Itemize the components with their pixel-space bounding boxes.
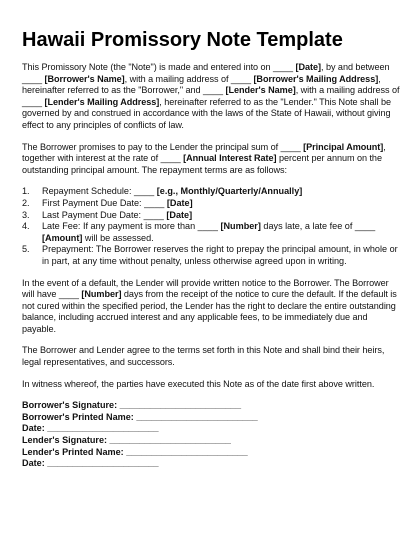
placeholder-field: [Date] [166,209,193,220]
text-run: , by and between ____ [22,62,390,84]
text-run: , with a mailing address of ____ [124,73,254,84]
term-item [22,221,400,244]
placeholder-field: [Annual Interest Rate] [183,153,277,164]
text-run: , together with interest at the rate of ____ [22,141,386,164]
text-run: This Promissory Note (the "Note") is made and entered into on ____ [22,62,296,72]
placeholder-field: [Amount] [42,232,83,243]
signature-line: Lender's Printed Name: ________________________ [22,446,248,457]
placeholder-field: [Number] [220,221,261,232]
text-run: , with a mailing address of ____ [22,85,400,107]
text-run: Late Fee: If any payment is more than ____ [42,221,221,232]
text-run: The Borrower promises to pay to the Lender the principal sum of ____ [22,141,304,152]
text-run: Prepayment: The Borrower reserves the right to prepay the principal amount, in whole or in part, at any time without penalty, unless otherwise agreed upon in writing. [42,244,398,266]
text-run: days late, a late fee of ____ [260,221,376,232]
term-item [22,198,400,210]
binding-paragraph: The Borrower and Lender agree to the terms set forth in this Note and shall bind their heirs, legal representatives, and successors. [22,345,385,368]
placeholder-field: [Principal Amount] [303,141,384,152]
principal-paragraph [22,142,400,177]
placeholder-field: [Lender's Name] [225,85,296,96]
term-item [22,210,400,222]
default-paragraph [22,278,400,336]
text-run: , hereinafter referred to as the "Borrower," and ____ [22,73,381,96]
text-run: In the event of a default, the Lender will provide written notice to the Borrower. The Borrower will have ____ [22,277,389,300]
signature-line: Date: ______________________ [22,458,159,469]
document-page [22,28,400,470]
placeholder-field: [Borrower's Mailing Address] [253,73,379,84]
term-number: 2. [22,197,30,208]
placeholder-field: [Date] [166,197,193,208]
term-number: 5. [22,244,30,255]
signature-block [22,400,400,470]
signature-line: Lender's Signature: ________________________ [22,435,231,446]
placeholder-field: [e.g., Monthly/Quarterly/Annually] [156,186,303,197]
placeholder-field: [Lender's Mailing Address] [44,96,160,107]
term-number: 4. [22,221,30,232]
text-run: First Payment Due Date: ____ [42,197,167,208]
signature-line: Borrower's Signature: ________________________ [22,400,242,411]
signature-line: Date: ______________________ [22,423,159,434]
text-run: will be assessed. [82,232,154,243]
signature-line: Borrower's Printed Name: ________________________ [22,411,258,422]
term-item [22,244,400,267]
text-run: Last Payment Due Date: ____ [42,209,167,220]
placeholder-field: [Borrower's Name] [44,73,125,84]
term-number: 3. [22,209,30,220]
term-number: 1. [22,186,30,197]
witness-paragraph: In witness whereof, the parties have executed this Note as of the date first above written. [22,378,375,389]
text-run: percent per annum on the outstanding principal amount. The repayment terms are as follows: [22,153,382,175]
text-run: days from the receipt of the notice to cure the default. If the default is not cured within the specified period, the Lender has the right to declare the entire outstanding balance, including accrued interest and any applicable fees, to be immediately due and payable. [22,289,397,334]
placeholder-field: [Number] [81,289,122,300]
intro-paragraph [22,62,400,132]
repayment-terms-list [22,186,400,267]
document-title: Hawaii Promissory Note Template [22,29,343,51]
placeholder-field: [Date] [295,62,321,72]
text-run: Repayment Schedule: ____ [42,186,157,197]
term-item [22,186,400,198]
text-run: , hereinafter referred to as the "Lender." This Note shall be governed by and construed in accordance with the laws of the State of Hawaii, without giving effect to any principles of conflicts of law. [22,96,391,130]
